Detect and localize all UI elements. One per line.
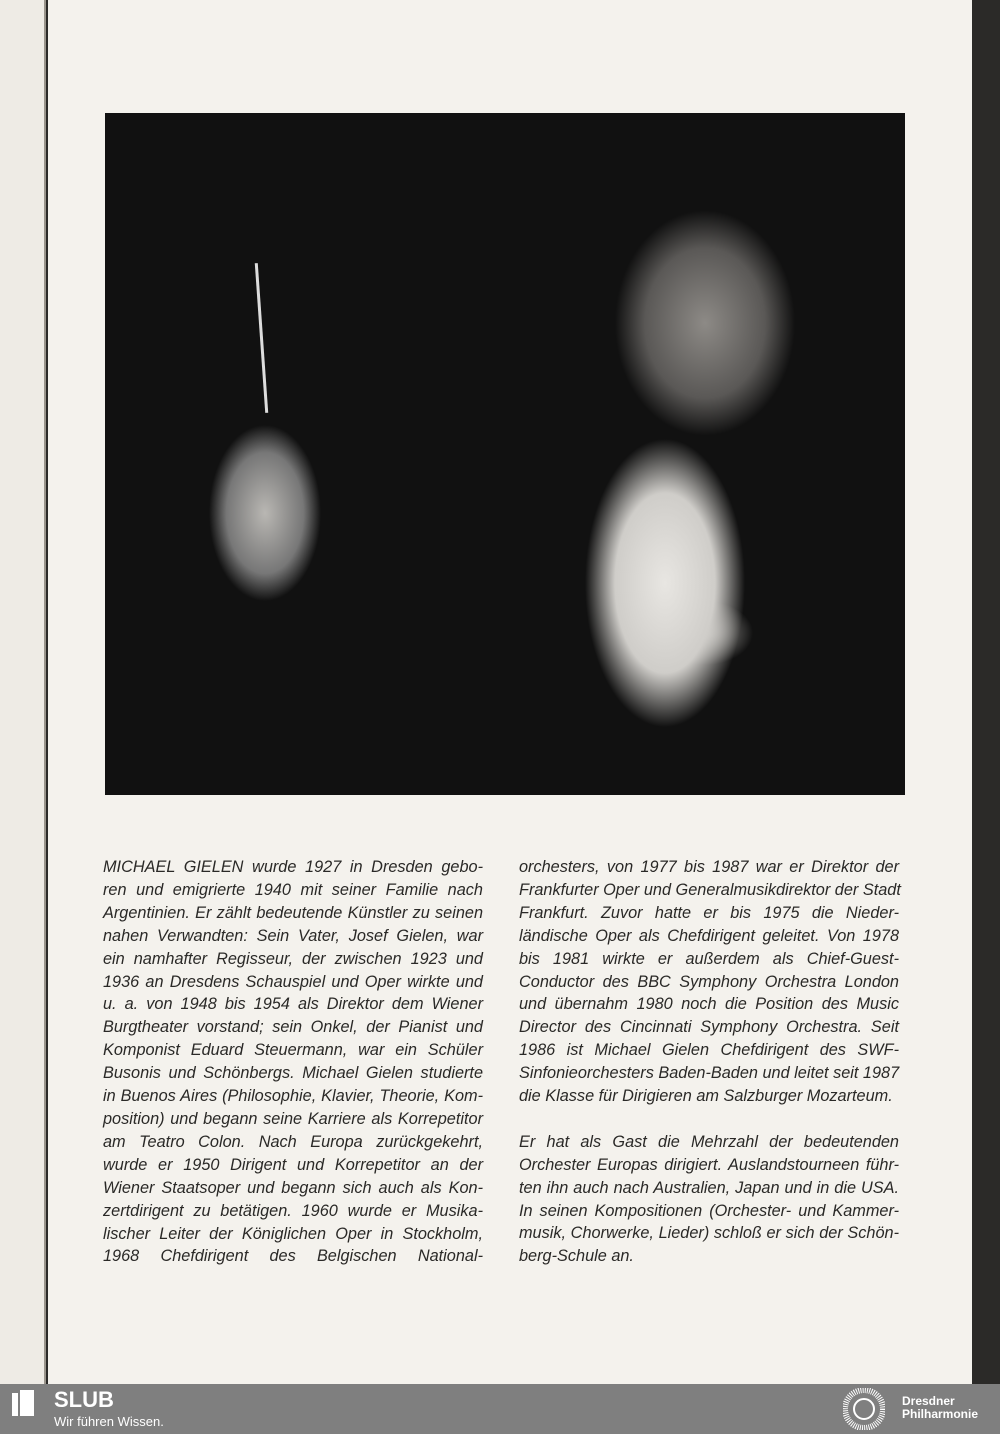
adjacent-page-edge — [0, 0, 46, 1384]
text-line: und übernahm 1980 noch die Position des Music — [519, 995, 899, 1014]
philharmonie-name-line2: Philharmonie — [902, 1407, 979, 1421]
text-line: Sinfonieorchesters Baden-Baden und leitet seit 1987 — [519, 1064, 900, 1083]
philharmonie-logo-icon — [843, 1388, 885, 1430]
text-line: ein namhafter Regisseur, der zwischen 1923 und — [103, 949, 483, 968]
text-line: Wiener Staatsoper und begann sich auch als Kon- — [103, 1178, 483, 1197]
text-line: die Klasse für Dirigieren am Salzburger Mozarteum. — [519, 1087, 893, 1106]
text-line: 1936 an Dresdens Schauspiel und Oper wirkte und — [103, 972, 483, 991]
text-line: Director des Cincinnati Symphony Orchestra. Seit — [519, 1018, 899, 1037]
text-line: nahen Verwandten: Sein Vater, Josef Gielen, war — [103, 926, 483, 945]
text-line: Er hat als Gast die Mehrzahl der bedeutenden — [519, 1132, 899, 1151]
text-line: Argentinien. Er zählt bedeutende Künstler zu seinen — [103, 903, 483, 922]
philharmonie-name[interactable] — [902, 1395, 978, 1421]
text-line: Busonis und Schönbergs. Michael Gielen studierte — [103, 1064, 483, 1083]
slub-book-icon — [12, 1390, 34, 1416]
text-line: orchesters, von 1977 bis 1987 war er Direktor der — [519, 858, 899, 876]
text-line: u. a. von 1948 bis 1954 als Direktor dem Wiener — [103, 995, 483, 1014]
text-line: In seinen Kompositionen (Orchester- und Kammer- — [519, 1201, 899, 1220]
text-column-right — [519, 856, 899, 1268]
text-line: am Teatro Colon. Nach Europa zurückgekehrt, — [103, 1132, 483, 1151]
paragraph-gap — [519, 1108, 899, 1131]
text-line: zertdirigent zu betätigen. 1960 wurde er Musika- — [103, 1201, 483, 1220]
text-line: in Buenos Aires (Philosophie, Klavier, Theorie, Kom- — [103, 1087, 483, 1106]
text-line: Orchester Europas dirigiert. Auslandstourneen führ- — [519, 1155, 899, 1174]
text-line: musik, Chorwerke, Lieder) schloß er sich der Schön- — [519, 1224, 899, 1243]
text-line: Burgtheater vorstand; sein Onkel, der Pianist und — [103, 1018, 483, 1037]
text-line: ländische Oper als Chefdirigent geleitet. Von 1978 — [519, 926, 899, 945]
conductor-photo — [105, 113, 905, 795]
philharmonie-name-line1: Dresdner — [902, 1394, 955, 1408]
text-line: Conductor des BBC Symphony Orchestra London — [519, 972, 899, 991]
text-line: Frankfurt. Zuvor hatte er bis 1975 die Nieder- — [519, 903, 899, 922]
baton — [255, 263, 268, 413]
text-line: bis 1981 wirkte er außerdem als Chief-Guest- — [519, 949, 899, 968]
text-line: 1968 Chefdirigent des Belgischen National- — [103, 1247, 483, 1266]
text-line: berg-Schule an. — [519, 1247, 634, 1266]
text-line: wurde er 1950 Dirigent und Korrepetitor an der — [103, 1155, 483, 1174]
text-line: lischer Leiter der Königlichen Oper in Stockholm, — [103, 1224, 483, 1243]
text-line: Komponist Eduard Steuermann, war ein Schüler — [103, 1041, 483, 1060]
text-column-left — [103, 856, 483, 1268]
text-line: MICHAEL GIELEN wurde 1927 in Dresden gebo- — [103, 858, 483, 876]
footer-bar — [0, 1384, 1000, 1434]
text-line: ren und emigrierte 1940 mit seiner Familie nach — [103, 880, 483, 899]
slub-tagline: Wir führen Wissen. — [54, 1414, 164, 1429]
text-line: position) und begann seine Karriere als Korrepetitor — [103, 1109, 483, 1128]
slub-logo-name[interactable]: SLUB — [54, 1387, 114, 1412]
text-line: ten ihn auch nach Australien, Japan und in die USA. — [519, 1178, 899, 1197]
text-line: Frankfurter Oper und Generalmusikdirektor der Stadt — [519, 880, 901, 899]
text-line: 1986 ist Michael Gielen Chefdirigent des SWF- — [519, 1041, 899, 1060]
